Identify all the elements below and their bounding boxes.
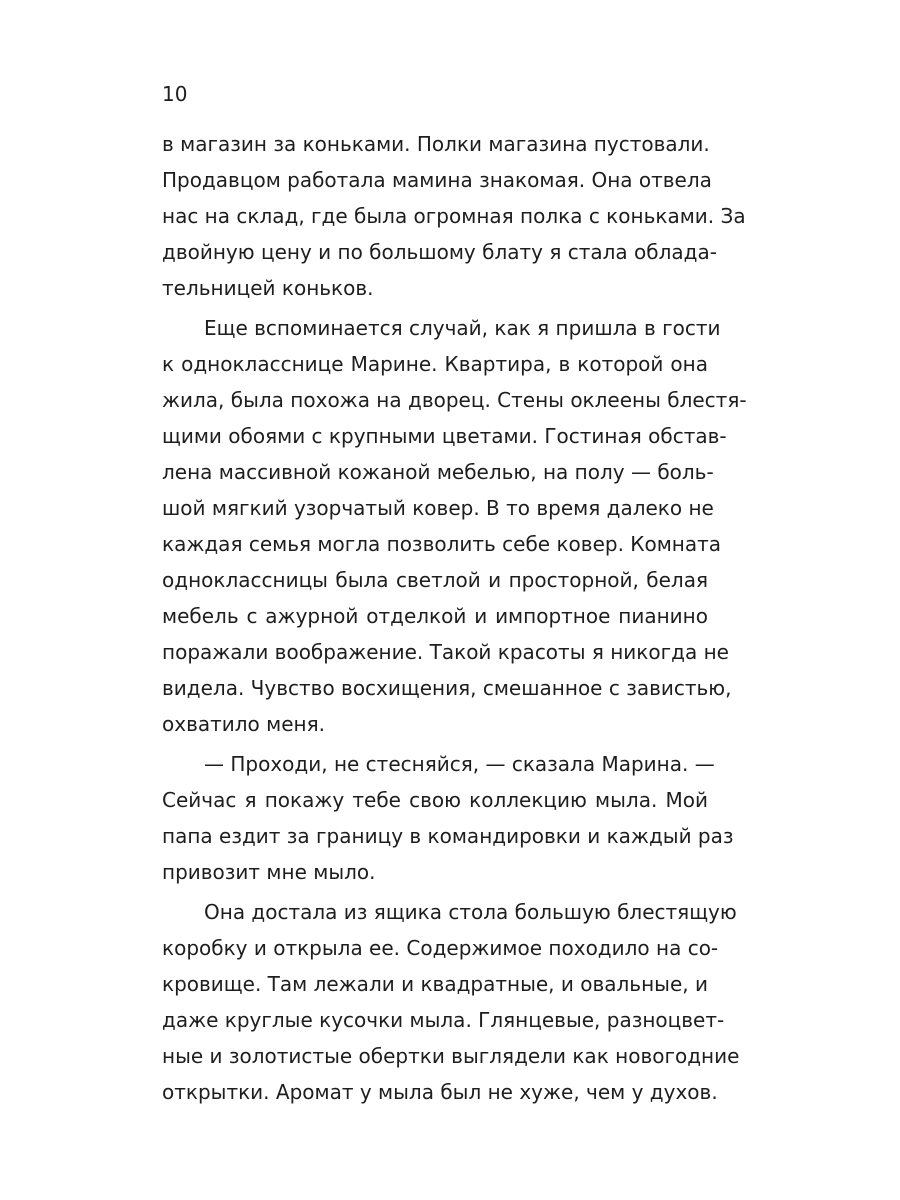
text-line: двойную цену и по большому блату я стала облада- (162, 240, 717, 264)
text-line: поражали воображение. Такой красоты я никогда не (162, 640, 729, 664)
text-line: Сейчас я покажу тебе свою коллекцию мыла. Мой (162, 788, 708, 812)
text-line: в магазин за коньками. Полки магазина пустовали. (162, 132, 710, 156)
text-line: мебель с ажурной отделкой и импортное пианино (162, 604, 708, 628)
text-line: даже круглые кусочки мыла. Глянцевые, разноцвет- (162, 1008, 725, 1032)
text-line: охватило меня. (162, 712, 325, 736)
text-line: Еще вспоминается случай, как я пришла в гости (204, 316, 721, 340)
paragraph (162, 894, 740, 1110)
page-number: 10 (162, 82, 188, 106)
text-line: коробку и открыла ее. Содержимое походило на со- (162, 936, 719, 960)
text-line: видела. Чувство восхищения, смешанное с завистью, (162, 676, 732, 700)
text-line: щими обоями с крупными цветами. Гостиная обстав- (162, 424, 727, 448)
text-line: лена массивной кожаной мебелью, на полу — боль- (162, 460, 714, 484)
paragraph (162, 746, 734, 890)
text-line: одноклассницы была светлой и просторной, белая (162, 568, 708, 592)
text-line: ные и золотистые обертки выглядели как новогодние (162, 1044, 740, 1068)
body-text (162, 126, 747, 1110)
paragraph (162, 126, 746, 306)
text-line: шой мягкий узорчатый ковер. В то время далеко не (162, 496, 714, 520)
text-line: открытки. Аромат у мыла был не хуже, чем у духов. (162, 1080, 718, 1104)
text-line: к однокласснице Марине. Квартира, в которой она (162, 352, 708, 376)
text-line: жила, была похожа на дворец. Стены оклеены блестя- (162, 388, 747, 412)
text-line: каждая семья могла позволить себе ковер. Комната (162, 532, 722, 556)
text-line: кровище. Там лежали и квадратные, и овальные, и (162, 972, 708, 996)
text-line: Она достала из ящика стола большую блестящую (204, 900, 737, 924)
text-line: нас на склад, где была огромная полка с коньками. За (162, 204, 746, 228)
text-line: — Проходи, не стесняйся, — сказала Марина. — (204, 752, 715, 776)
text-line: папа ездит за границу в командировки и каждый раз (162, 824, 734, 848)
text-line: тельницей коньков. (162, 276, 374, 300)
paragraph (162, 310, 747, 742)
text-line: привозит мне мыло. (162, 860, 376, 884)
text-line: Продавцом работала мамина знакомая. Она отвела (162, 168, 712, 192)
